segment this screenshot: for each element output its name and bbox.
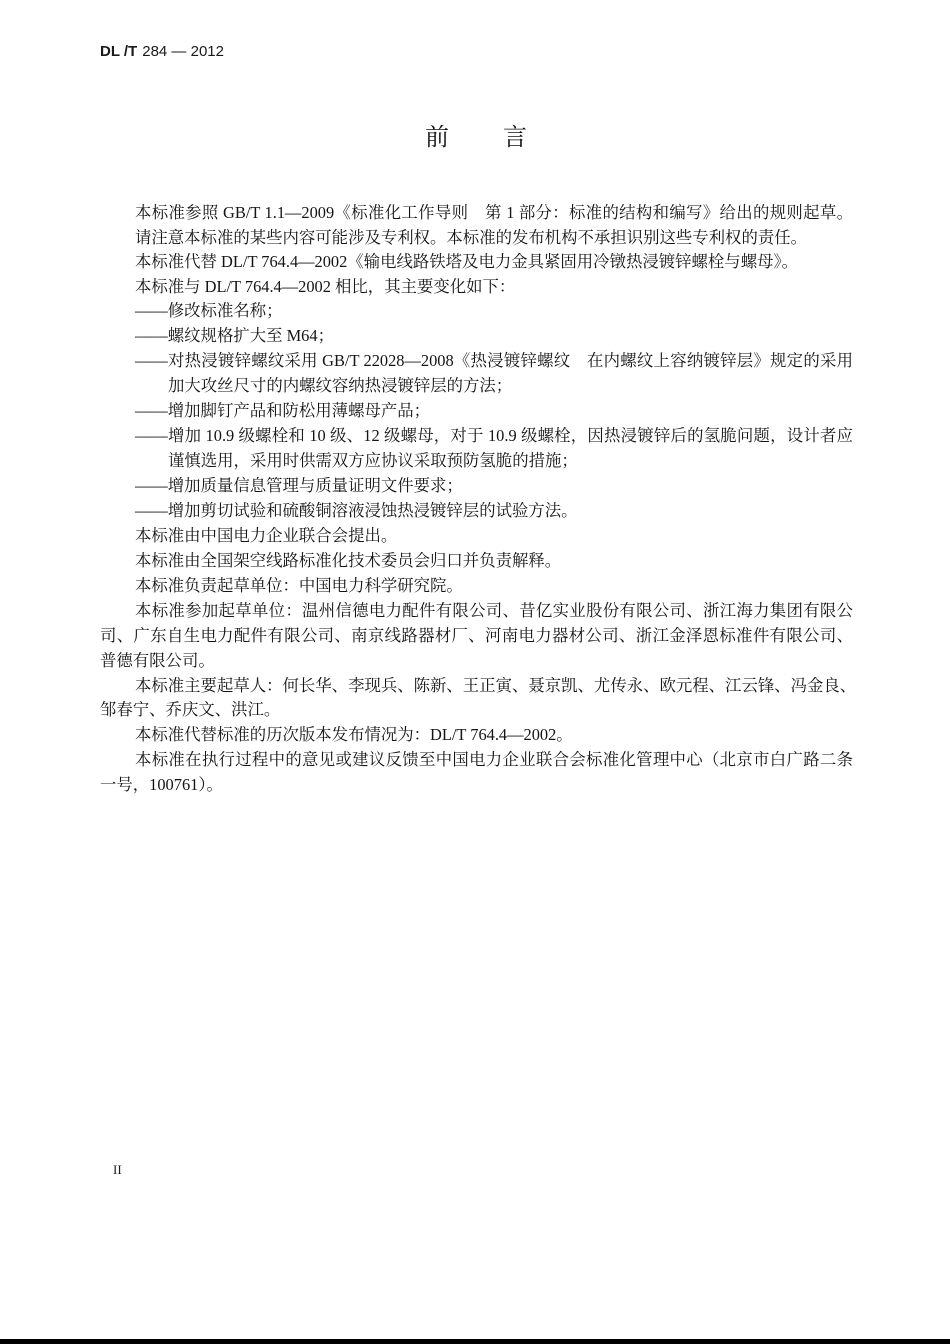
foreword-line: 司、广东自生电力配件有限公司、南京线路器材厂、河南电力器材公司、浙江金泽恩标准件有限公司、 — [100, 626, 853, 645]
foreword-line: ——修改标准名称； — [135, 301, 283, 320]
foreword-line: 本标准与 DL/T 764.4—2002 相比，其主要变化如下： — [135, 277, 516, 296]
foreword-line: 普德有限公司。 — [100, 651, 215, 670]
page-header — [100, 43, 224, 61]
standard-number: 284 — 2012 — [142, 43, 224, 60]
foreword-line: 加大攻丝尺寸的内螺纹容纳热浸镀锌层的方法； — [168, 376, 513, 395]
foreword-line: 本标准负责起草单位：中国电力科学研究院。 — [135, 576, 463, 595]
foreword-line: 邹春宁、乔庆文、洪江。 — [100, 700, 281, 719]
foreword-line: 请注意本标准的某些内容可能涉及专利权。本标准的发布机构不承担识别这些专利权的责任。 — [135, 228, 808, 247]
foreword-line: ——增加质量信息管理与质量证明文件要求； — [135, 476, 463, 495]
foreword-line: ——螺纹规格扩大至 M64； — [135, 326, 334, 345]
foreword-line: 本标准由全国架空线路标准化技术委员会归口并负责解释。 — [135, 551, 562, 570]
foreword-line: ——对热浸镀锌螺纹采用 GB/T 22028—2008《热浸镀锌螺纹 在内螺纹上容纳镀锌层》规定的采用 — [135, 351, 853, 370]
standard-prefix: DL /T — [100, 43, 138, 60]
foreword-line: 本标准由中国电力企业联合会提出。 — [135, 526, 398, 545]
foreword-line: 一号，100761）。 — [100, 775, 223, 794]
foreword-line: ——增加脚钉产品和防松用薄螺母产品； — [135, 401, 431, 420]
foreword-line: ——增加剪切试验和硫酸铜溶液浸蚀热浸镀锌层的试验方法。 — [135, 501, 578, 520]
foreword-line: 本标准代替 DL/T 764.4—2002《输电线路铁塔及电力金具紧固用冷镦热浸镀锌螺栓与螺母》。 — [135, 252, 799, 271]
foreword-line: 本标准参加起草单位：温州信德电力配件有限公司、昔亿实业股份有限公司、浙江海力集团有限公 — [135, 601, 853, 620]
foreword-line: 谨慎选用，采用时供需双方应协议采取预防氢脆的措施； — [168, 451, 578, 470]
foreword-line: 本标准代替标准的历次版本发布情况为：DL/T 764.4—2002。 — [135, 725, 573, 744]
page-title: 前 言 — [425, 125, 542, 151]
foreword-line: ——增加 10.9 级螺栓和 10 级、12 级螺母，对于 10.9 级螺栓，因热浸镀锌后的氢脆问题，设计者应 — [135, 426, 853, 445]
page-number: II — [113, 1162, 122, 1177]
foreword-line: 本标准在执行过程中的意见或建议反馈至中国电力企业联合会标准化管理中心（北京市白广路二条 — [135, 750, 853, 769]
foreword-line: 本标准主要起草人：何长华、李现兵、陈新、王正寅、聂京凯、尤传永、欧元程、江云锋、冯金良、 — [135, 676, 857, 695]
bottom-border — [0, 1339, 950, 1344]
foreword-line: 本标准参照 GB/T 1.1—2009《标准化工作导则 第 1 部分：标准的结构和编写》给出的规则起草。 — [135, 203, 853, 222]
